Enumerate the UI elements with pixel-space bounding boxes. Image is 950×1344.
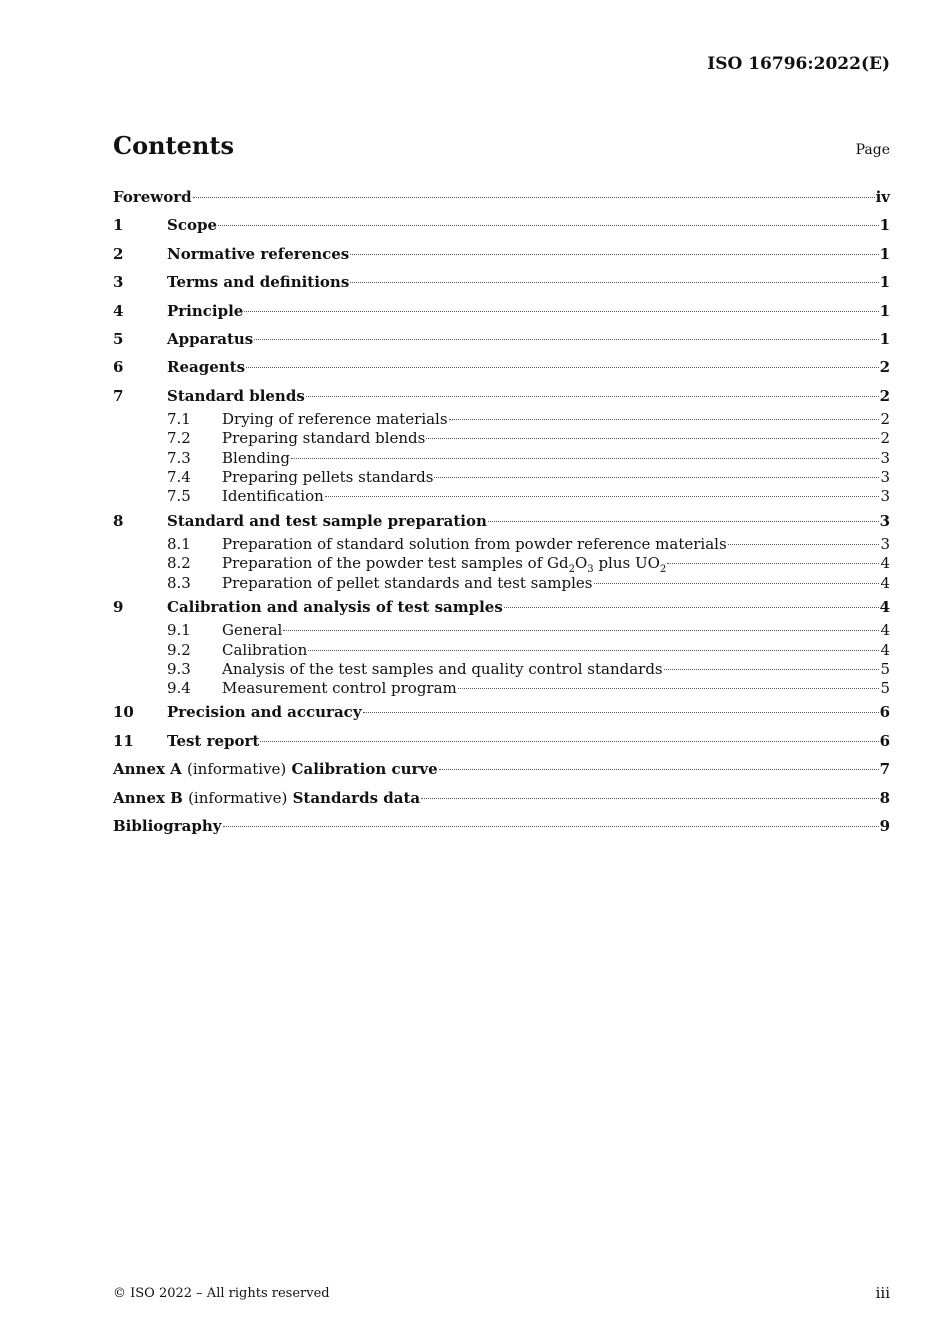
toc-title: Preparing standard blends bbox=[222, 429, 426, 448]
dot-leader bbox=[246, 367, 879, 368]
dot-leader bbox=[308, 650, 879, 651]
toc-page: 4 bbox=[880, 621, 890, 640]
copyright-notice: © ISO 2022 – All rights reserved bbox=[113, 1286, 330, 1301]
toc-subentry-blending[interactable] bbox=[113, 449, 890, 468]
toc-title: Precision and accuracy bbox=[167, 703, 362, 722]
dot-leader bbox=[728, 544, 880, 545]
toc-title: Standard blends bbox=[167, 386, 305, 405]
dot-leader bbox=[434, 477, 879, 478]
toc-number: 6 bbox=[113, 358, 124, 377]
toc-page: 6 bbox=[879, 703, 890, 722]
toc-number: 3 bbox=[113, 273, 124, 292]
toc-title: Analysis of the test samples and quality control standards bbox=[222, 659, 663, 678]
toc-title: Scope bbox=[167, 216, 218, 235]
toc-page: 2 bbox=[879, 358, 890, 377]
dot-leader bbox=[193, 197, 875, 198]
dot-leader bbox=[439, 769, 879, 770]
toc-title: Test report bbox=[167, 731, 260, 750]
toc-subentry-measurement-control[interactable] bbox=[113, 679, 890, 698]
toc-page: 4 bbox=[880, 554, 890, 573]
toc-title: Preparation of pellet standards and test samples bbox=[222, 573, 593, 592]
dot-leader bbox=[244, 311, 878, 312]
toc-number: 4 bbox=[113, 301, 124, 320]
toc-title: Reagents bbox=[167, 358, 246, 377]
toc-number: 8.1 bbox=[167, 535, 191, 553]
toc-subentry-standard-solution[interactable] bbox=[113, 535, 890, 554]
toc-subentry-analysis-test-samples[interactable] bbox=[113, 660, 890, 679]
toc-page: 2 bbox=[880, 429, 890, 448]
toc-page: 5 bbox=[880, 659, 890, 678]
toc-page: 5 bbox=[880, 679, 890, 698]
toc-page: 3 bbox=[880, 468, 890, 487]
page-column-label: Page bbox=[855, 142, 890, 158]
toc-number: 9 bbox=[113, 597, 124, 616]
toc-number: 7.1 bbox=[167, 410, 191, 429]
toc-title: Terms and definitions bbox=[167, 273, 350, 292]
toc-title: Calibration and analysis of test samples bbox=[167, 597, 503, 616]
toc-entry-sample-preparation[interactable] bbox=[113, 507, 890, 535]
toc-entry-standard-blends[interactable] bbox=[113, 382, 890, 410]
toc-title: Foreword bbox=[113, 188, 192, 206]
toc-title: Annex B (informative) Standards data bbox=[113, 788, 421, 807]
toc-number: 1 bbox=[113, 216, 124, 235]
toc-subentry-general[interactable] bbox=[113, 621, 890, 640]
toc-title: Drying of reference materials bbox=[222, 410, 448, 429]
toc-page: 4 bbox=[880, 573, 890, 592]
toc-number: 9.2 bbox=[167, 640, 191, 659]
toc-number: 2 bbox=[113, 244, 124, 263]
dot-leader bbox=[291, 458, 879, 459]
toc-page: 1 bbox=[879, 329, 890, 348]
toc-number: 7.4 bbox=[167, 468, 191, 487]
toc-number: 7 bbox=[113, 386, 124, 405]
toc-page: 1 bbox=[879, 273, 890, 292]
toc-page: 7 bbox=[879, 760, 890, 779]
toc-subentry-pellets-standards[interactable] bbox=[113, 468, 890, 487]
toc-page: 1 bbox=[879, 301, 890, 320]
toc-number: 7.5 bbox=[167, 487, 191, 506]
toc-title: Preparation of the powder test samples of $Gd_2O_3$ plus $UO_2$ bbox=[222, 554, 667, 576]
toc-page: 1 bbox=[879, 244, 890, 263]
toc-title: Bibliography bbox=[113, 817, 222, 836]
toc-number: 8.3 bbox=[167, 573, 191, 592]
toc-number: 8 bbox=[113, 511, 124, 530]
dot-leader bbox=[363, 712, 879, 713]
toc-entry-scope[interactable] bbox=[113, 211, 890, 239]
dot-leader bbox=[664, 669, 880, 670]
toc-number: 10 bbox=[113, 703, 134, 722]
toc-title: Annex A (informative) Calibration curve bbox=[113, 760, 438, 779]
dot-leader bbox=[350, 254, 878, 255]
dot-leader bbox=[350, 282, 878, 283]
toc-subentry-drying[interactable] bbox=[113, 410, 890, 429]
toc-entry-terms-definitions[interactable] bbox=[113, 268, 890, 296]
toc-page: 2 bbox=[879, 386, 890, 405]
dot-leader bbox=[218, 225, 879, 226]
toc-entry-principle[interactable] bbox=[113, 297, 890, 325]
dot-leader bbox=[421, 798, 878, 799]
toc-number: 5 bbox=[113, 329, 124, 348]
toc-subentry-preparing-blends[interactable] bbox=[113, 429, 890, 448]
toc-entry-normative-references[interactable] bbox=[113, 240, 890, 268]
toc-entry-apparatus[interactable] bbox=[113, 325, 890, 353]
document-id: ISO 16796:2022(E) bbox=[707, 54, 890, 74]
toc-number: 9.1 bbox=[167, 621, 191, 640]
toc-page: 3 bbox=[880, 487, 890, 506]
toc-page: 6 bbox=[879, 731, 890, 750]
dot-leader bbox=[254, 339, 878, 340]
dot-leader bbox=[260, 741, 878, 742]
dot-leader bbox=[449, 419, 880, 420]
toc-page: iv bbox=[875, 188, 890, 206]
toc-page: 3 bbox=[880, 448, 890, 467]
dot-leader bbox=[594, 583, 880, 584]
dot-leader bbox=[426, 438, 879, 439]
toc-subentry-identification[interactable] bbox=[113, 487, 890, 506]
table-of-contents bbox=[113, 183, 890, 840]
dot-leader bbox=[667, 563, 879, 564]
toc-title: Calibration bbox=[222, 640, 308, 659]
toc-page: 3 bbox=[880, 535, 890, 553]
toc-number: 7.2 bbox=[167, 429, 191, 448]
toc-entry-bibliography[interactable] bbox=[113, 812, 890, 840]
dot-leader bbox=[488, 521, 879, 522]
toc-entry-precision-accuracy[interactable] bbox=[113, 698, 890, 726]
dot-leader bbox=[504, 607, 879, 608]
toc-title: Preparation of standard solution from powder reference materials bbox=[222, 535, 727, 553]
dot-leader bbox=[306, 396, 879, 397]
toc-number: 9.3 bbox=[167, 659, 191, 678]
toc-page: 4 bbox=[879, 597, 890, 616]
toc-page: 2 bbox=[880, 410, 890, 429]
toc-title: Blending bbox=[222, 448, 291, 467]
toc-subentry-calibration[interactable] bbox=[113, 641, 890, 660]
toc-number: 11 bbox=[113, 731, 134, 750]
toc-title: Principle bbox=[167, 301, 244, 320]
toc-subentry-powder-test-samples[interactable] bbox=[113, 554, 890, 576]
toc-number: 9.4 bbox=[167, 679, 191, 698]
toc-number: 8.2 bbox=[167, 554, 191, 573]
toc-entry-test-report[interactable] bbox=[113, 727, 890, 755]
toc-title: Measurement control program bbox=[222, 679, 457, 698]
page-number: iii bbox=[875, 1284, 890, 1302]
toc-title: Normative references bbox=[167, 244, 350, 263]
toc-subentry-pellet-standards[interactable] bbox=[113, 574, 890, 593]
toc-title: Identification bbox=[222, 487, 324, 506]
toc-entry-annex-b[interactable] bbox=[113, 784, 890, 812]
toc-entry-foreword[interactable] bbox=[113, 183, 890, 211]
dot-leader bbox=[283, 630, 879, 631]
toc-title: Standard and test sample preparation bbox=[167, 511, 487, 530]
dot-leader bbox=[458, 688, 880, 689]
toc-number: 7.3 bbox=[167, 448, 191, 467]
toc-page: 4 bbox=[880, 640, 890, 659]
dot-leader bbox=[325, 496, 880, 497]
toc-entry-calibration-analysis[interactable] bbox=[113, 593, 890, 621]
toc-title: Preparing pellets standards bbox=[222, 468, 434, 487]
toc-page: 1 bbox=[879, 216, 890, 235]
toc-title: Apparatus bbox=[167, 329, 254, 348]
toc-entry-annex-a[interactable] bbox=[113, 755, 890, 783]
dot-leader bbox=[223, 826, 879, 827]
toc-page: 3 bbox=[879, 511, 890, 530]
toc-page: 8 bbox=[879, 788, 890, 807]
contents-heading: Contents bbox=[113, 131, 234, 160]
toc-entry-reagents[interactable] bbox=[113, 353, 890, 381]
toc-title: General bbox=[222, 621, 283, 640]
toc-page: 9 bbox=[879, 817, 890, 836]
